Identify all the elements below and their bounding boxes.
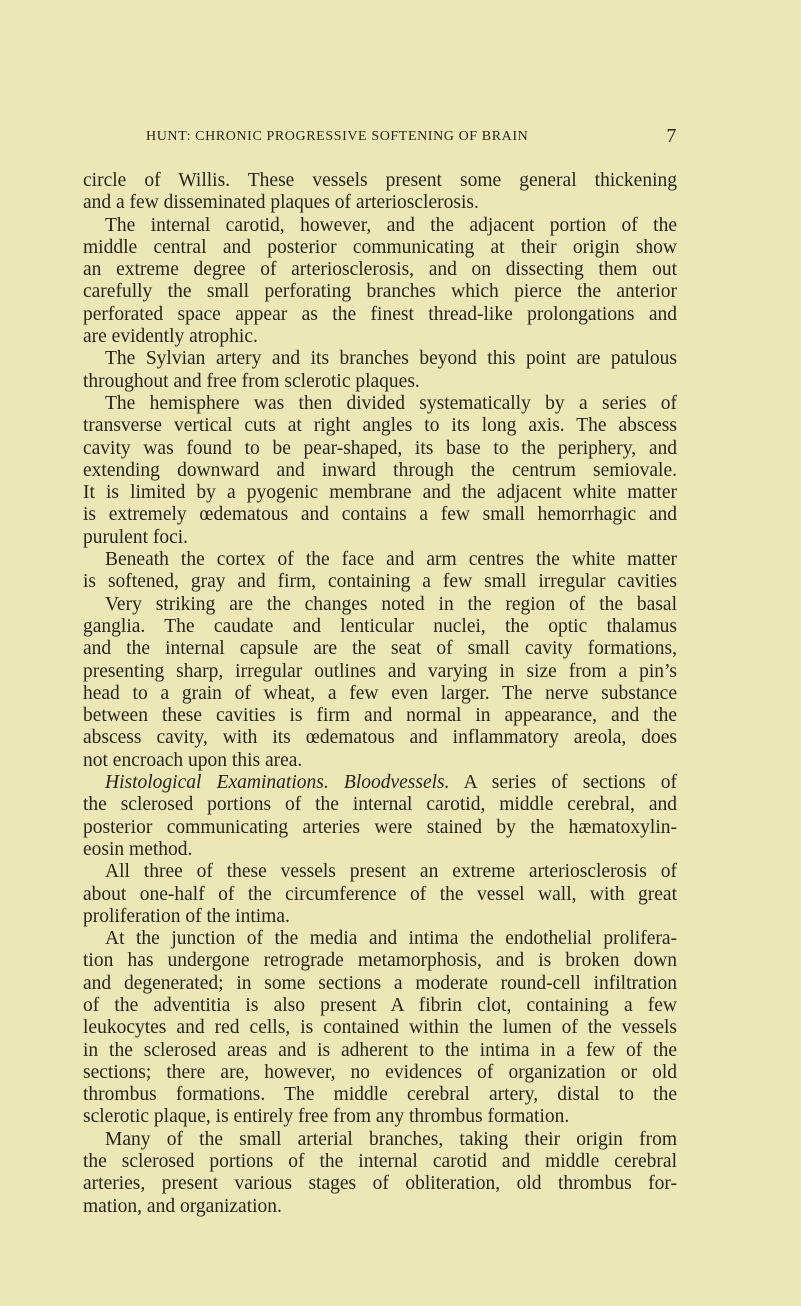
text-line bbox=[83, 259, 677, 281]
text-segment: ganglia. The caudate and lenticular nuclei, the optic thalamus bbox=[83, 615, 677, 637]
text-line bbox=[83, 415, 677, 437]
text-segment: the sclerosed portions of the internal carotid and middle cerebral bbox=[83, 1151, 677, 1173]
text-segment: the sclerosed portions of the internal carotid, middle cerebral, and bbox=[83, 794, 677, 816]
text-line bbox=[83, 1062, 677, 1084]
text-segment: proliferation of the intima. bbox=[83, 905, 290, 927]
text-line bbox=[83, 215, 677, 237]
running-header bbox=[146, 125, 677, 151]
text-line bbox=[83, 304, 677, 326]
text-segment: transverse vertical cuts at right angles to its long axis. The abscess bbox=[83, 415, 677, 437]
text-segment: The hemisphere was then divided systematically by a series of bbox=[105, 392, 677, 414]
text-line bbox=[83, 839, 677, 861]
text-line bbox=[83, 438, 677, 460]
text-line bbox=[83, 1106, 677, 1128]
text-segment: extending downward and inward through the centrum semiovale. bbox=[83, 459, 677, 481]
text-line bbox=[83, 638, 677, 660]
body-text bbox=[83, 170, 677, 1218]
text-line bbox=[83, 1196, 677, 1218]
text-segment bbox=[329, 772, 344, 793]
text-segment: thrombus formations. The middle cerebral artery, distal to the bbox=[83, 1084, 677, 1106]
text-segment: Many of the small arterial branches, taking their origin from bbox=[105, 1128, 677, 1150]
text-segment: abscess cavity, with its œdematous and inflammatory areola, does bbox=[83, 727, 677, 749]
text-line bbox=[83, 772, 677, 794]
text-line bbox=[83, 884, 677, 906]
text-line bbox=[83, 727, 677, 749]
text-segment: leukocytes and red cells, is contained within the lumen of the vessels bbox=[83, 1017, 677, 1039]
text-segment: carefully the small perforating branches which pierce the anterior bbox=[83, 281, 677, 303]
text-line bbox=[83, 861, 677, 883]
text-segment: middle central and posterior communicating at their origin show bbox=[83, 236, 677, 258]
text-line bbox=[83, 237, 677, 259]
text-line bbox=[83, 348, 677, 370]
text-segment: about one-half of the circumference of the vessel wall, with great bbox=[83, 883, 677, 905]
text-line bbox=[83, 1129, 677, 1151]
text-segment: sclerotic plaque, is entirely free from any thrombus formation. bbox=[83, 1106, 570, 1128]
text-line bbox=[83, 549, 677, 571]
text-segment: Beneath the cortex of the face and arm centres the white matter bbox=[105, 549, 677, 571]
text-line bbox=[83, 527, 677, 549]
text-line bbox=[83, 950, 677, 972]
text-line bbox=[83, 594, 677, 616]
text-line bbox=[83, 460, 677, 482]
text-line bbox=[83, 973, 677, 995]
text-segment: purulent foci. bbox=[83, 526, 189, 548]
text-line bbox=[83, 393, 677, 415]
text-segment: tion has undergone retrograde metamorphosis, and is broken down bbox=[83, 950, 677, 972]
text-line bbox=[83, 928, 677, 950]
text-segment: The Sylvian artery and its branches beyond this point are patulous bbox=[105, 348, 677, 370]
text-segment: eosin method. bbox=[83, 838, 193, 860]
text-line bbox=[83, 1084, 677, 1106]
text-segment: presenting sharp, irregular outlines and varying in size from a pin’s bbox=[83, 660, 677, 682]
text-segment: A series of sections of bbox=[449, 772, 678, 794]
text-segment: mation, and organization. bbox=[83, 1195, 282, 1217]
text-line bbox=[83, 906, 677, 928]
text-line bbox=[83, 750, 677, 772]
text-line bbox=[83, 817, 677, 839]
text-segment: and the internal capsule are the seat of small cavity formations, bbox=[83, 638, 677, 660]
text-segment: circle of Willis. These vessels present some general thickening bbox=[83, 170, 677, 191]
text-segment: At the junction of the media and intima the endothelial prolifera- bbox=[105, 928, 677, 950]
text-segment: and a few disseminated plaques of arteriosclerosis. bbox=[83, 192, 479, 214]
text-line bbox=[83, 170, 677, 192]
text-line bbox=[83, 705, 677, 727]
text-line bbox=[83, 794, 677, 816]
text-segment: an extreme degree of arteriosclerosis, and on dissecting them out bbox=[83, 259, 677, 281]
text-line bbox=[83, 281, 677, 303]
text-line bbox=[83, 683, 677, 705]
text-line bbox=[83, 192, 677, 214]
text-line bbox=[83, 326, 677, 348]
text-line bbox=[83, 1017, 677, 1039]
text-segment: and degenerated; in some sections a moderate round-cell infiltration bbox=[83, 972, 677, 994]
text-segment: of the adventitia is also present A fibrin clot, containing a few bbox=[83, 994, 677, 1016]
text-segment: It is limited by a pyogenic membrane and the adjacent white matter bbox=[83, 482, 677, 504]
text-segment: head to a grain of wheat, a few even larger. The nerve substance bbox=[83, 682, 677, 704]
text-line bbox=[83, 1151, 677, 1173]
running-title: HUNT: CHRONIC PROGRESSIVE SOFTENING OF BRAIN bbox=[146, 129, 529, 144]
text-segment: are evidently atrophic. bbox=[83, 326, 258, 348]
text-segment: in the sclerosed areas and is adherent to the intima in a few of the bbox=[83, 1039, 677, 1061]
text-line bbox=[83, 371, 677, 393]
text-segment: The internal carotid, however, and the adjacent portion of the bbox=[105, 214, 677, 236]
text-segment: All three of these vessels present an extreme arteriosclerosis of bbox=[105, 861, 677, 883]
text-segment: not encroach upon this area. bbox=[83, 749, 303, 771]
text-line bbox=[83, 661, 677, 683]
text-line bbox=[83, 616, 677, 638]
text-segment: perforated space appear as the finest thread-like prolongations and bbox=[83, 303, 677, 325]
text-segment: is extremely œdematous and contains a few small hemorrhagic and bbox=[83, 504, 677, 526]
text-segment: between these cavities is firm and normal in appearance, and the bbox=[83, 705, 677, 727]
text-line bbox=[83, 504, 677, 526]
text-segment: sections; there are, however, no evidences of organization or old bbox=[83, 1061, 677, 1083]
text-segment: arteries, present various stages of obliteration, old thrombus for- bbox=[83, 1173, 677, 1195]
text-line bbox=[83, 995, 677, 1017]
italic-heading: Bloodvessels. bbox=[343, 772, 450, 794]
page-number: 7 bbox=[666, 125, 677, 147]
italic-heading: Histological Examinations. bbox=[105, 772, 329, 794]
text-segment: posterior communicating arteries were stained by the hæmatoxylin- bbox=[83, 816, 677, 838]
text-segment: is softened, gray and firm, containing a few small irregular cavities bbox=[83, 571, 677, 593]
text-line bbox=[83, 1040, 677, 1062]
text-line bbox=[83, 571, 677, 593]
text-segment: throughout and free from sclerotic plaques. bbox=[83, 370, 420, 392]
text-line bbox=[83, 482, 677, 504]
text-line bbox=[83, 1173, 677, 1195]
text-segment: cavity was found to be pear-shaped, its base to the periphery, and bbox=[83, 437, 677, 459]
text-segment: Very striking are the changes noted in the region of the basal bbox=[105, 593, 677, 615]
